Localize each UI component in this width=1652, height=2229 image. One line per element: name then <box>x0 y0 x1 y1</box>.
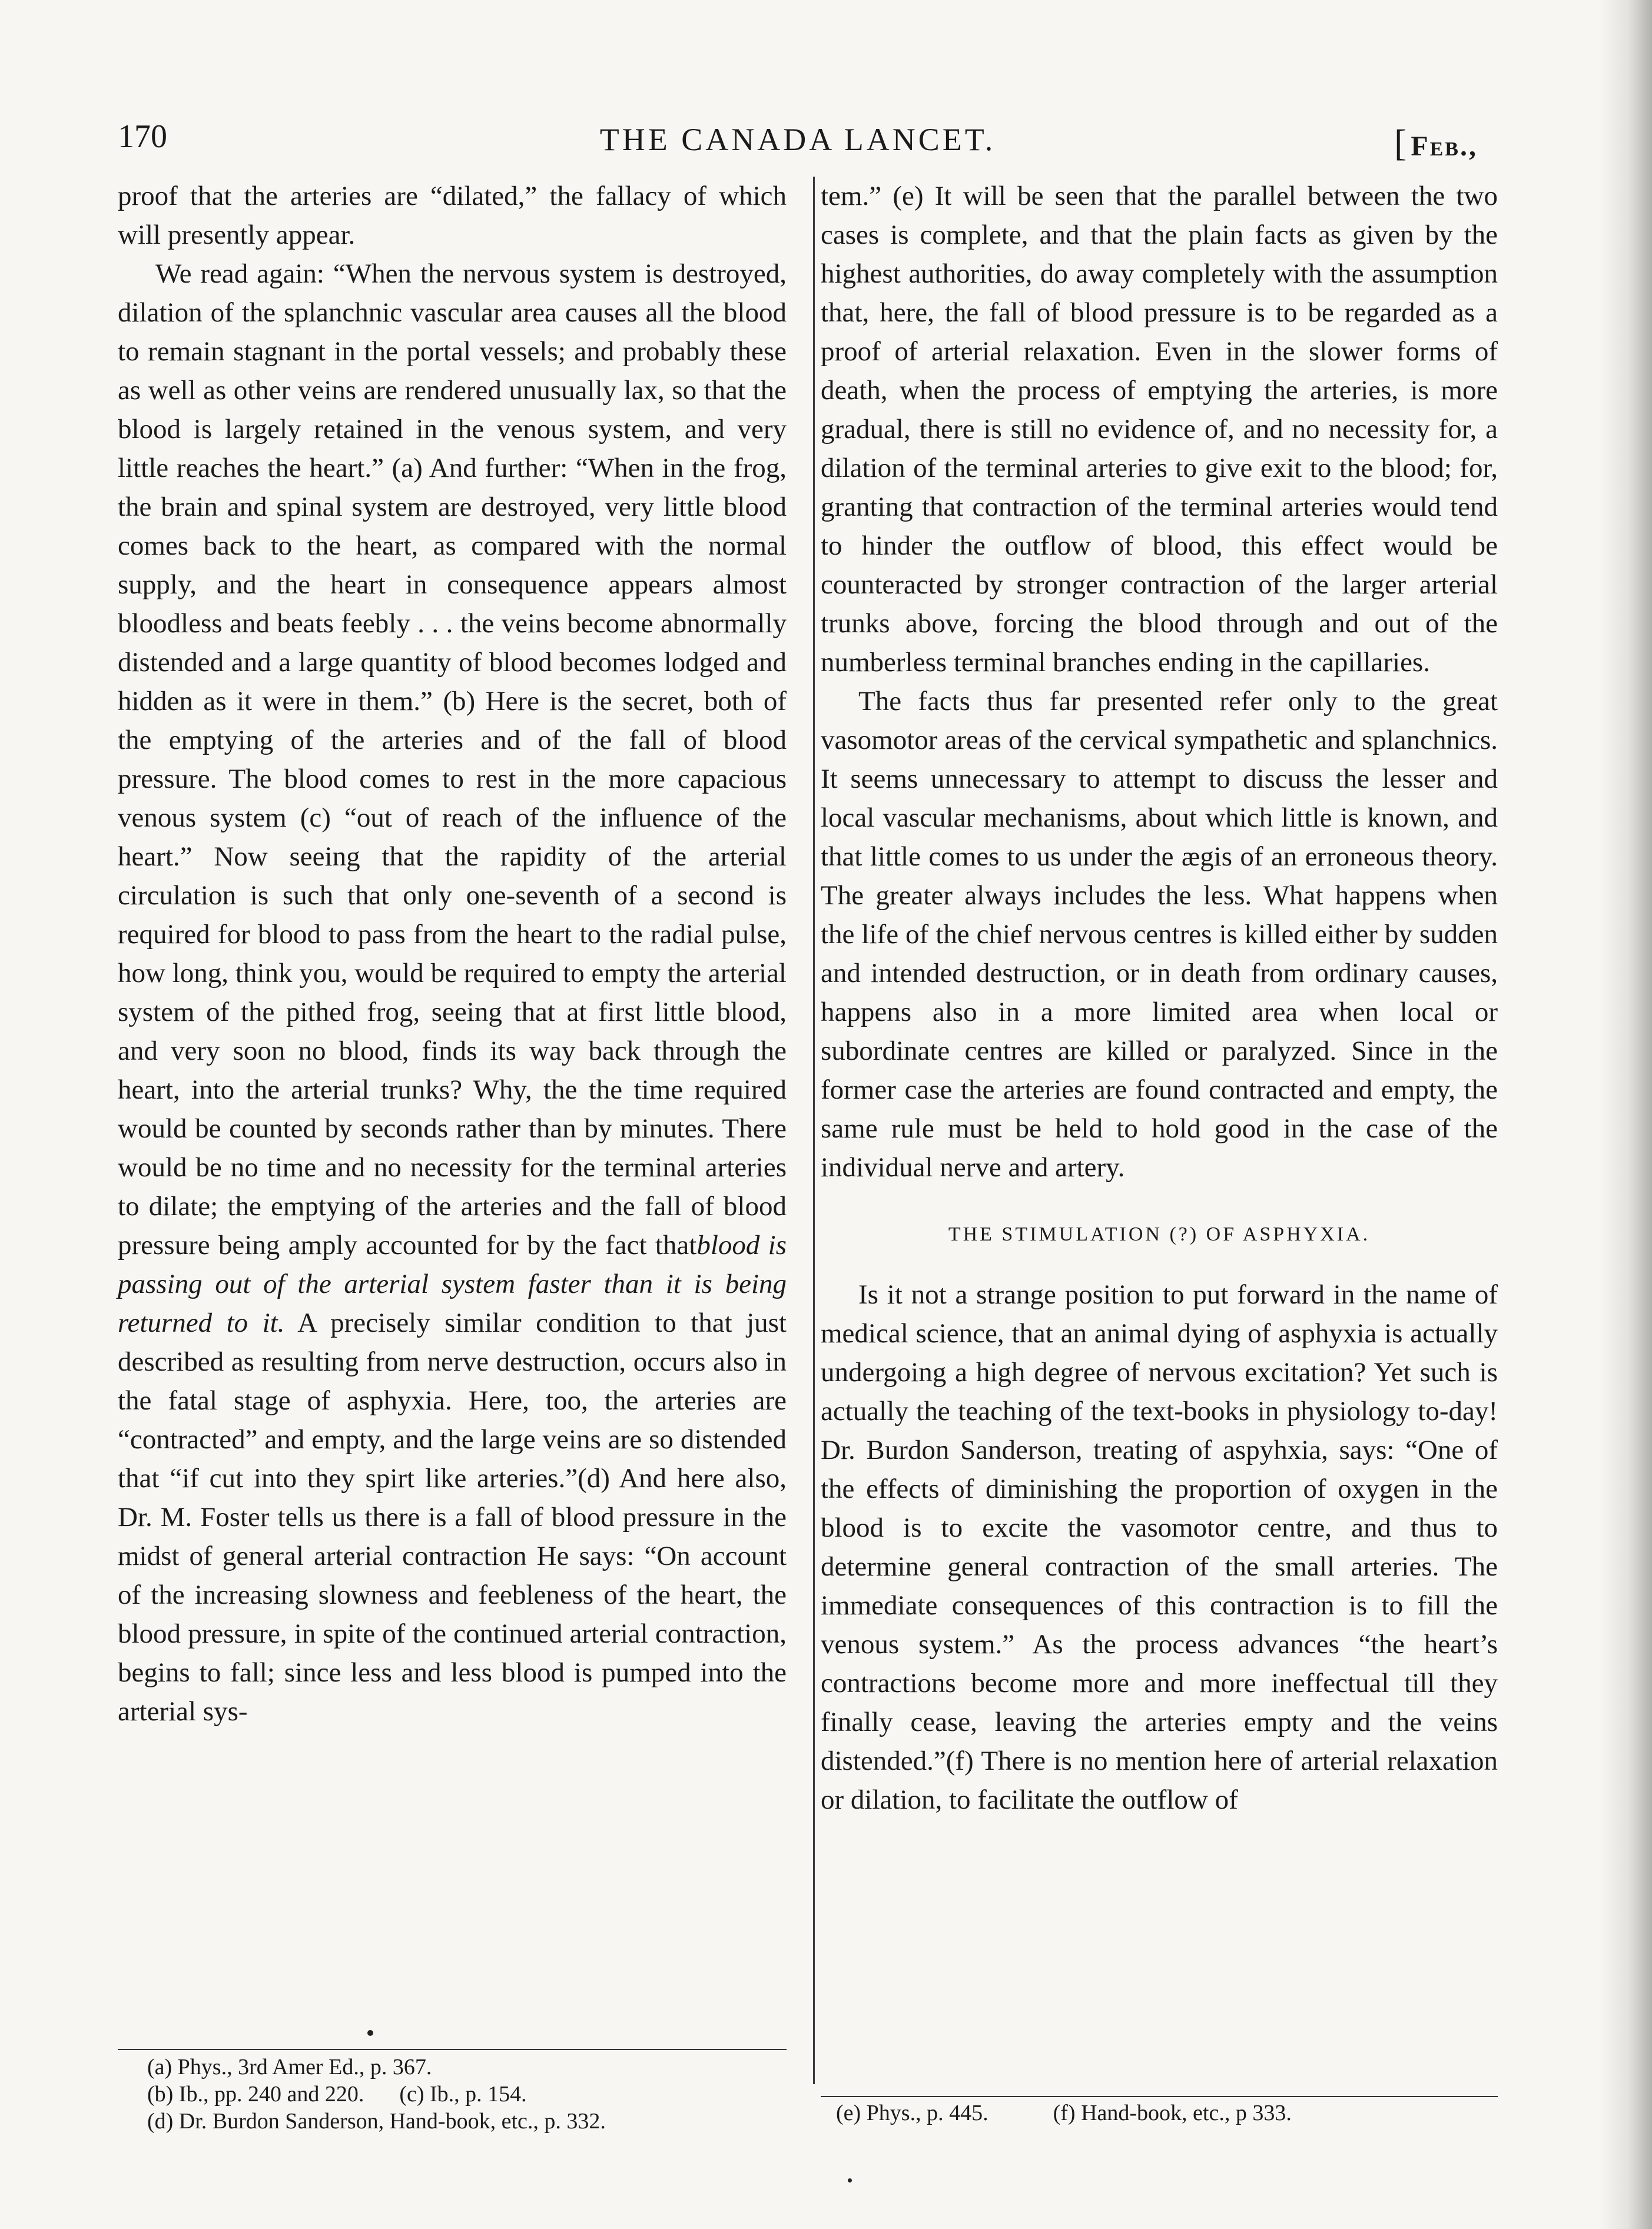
ink-speck <box>848 2178 852 2182</box>
left-paragraph-1: proof that the arteries are “dilated,” the fallacy of which will presently appear. <box>118 181 787 250</box>
left-paragraph-2-tail: A precisely similar condition to that just described as resulting from nerve destruction, occurs also in the fatal stage of asphyxia. Here, too, the arteries are “contracted” and empty, and the large veins are so distended that “if cut into they spirt like arteries.”(d) And here also, Dr. M. Foster tells us there is a fall of blood pressure in the midst of general arterial contraction He says: “On account of the increasing slowness and feebleness of the heart, the blood pressure, in spite of the continued arterial contraction, begins to fall; since less and less blood is pumped into the arterial sys- <box>118 1308 787 1727</box>
footnote-e: (e) Phys., p. 445. <box>836 2101 988 2125</box>
ink-speck <box>367 2030 373 2036</box>
header-date-text: Feb., <box>1411 131 1478 162</box>
footnote-ef <box>836 2099 1498 2127</box>
right-paragraph-3: Is it not a strange position to put forward in the name of medical science, that an animal dying of asphyxia is actually undergoing a high degree of nervous excitation? Yet such is actually the teaching of the text-books in physiology to-day! Dr. Burdon Sanderson, treating of aspyhxia, says: “One of the effects of diminishing the proportion of oxygen in the blood is to excite the vasomotor centre, and thus to determine general contraction of the small arteries. The immediate consequences of this contraction is to fill the venous system.” As the process advances “the heart’s contractions become more and more ineffectual till they finally cease, leaving the arteries empty and the veins distended.”(f) There is no mention here of arterial relaxation or dilation, to facilitate the outflow of <box>821 1279 1498 1815</box>
footnote-c: (c) Ib., p. 154. <box>399 2082 527 2107</box>
footnote-b: (b) Ib., pp. 240 and 220. <box>147 2082 364 2107</box>
left-paragraph-2 <box>118 254 787 1731</box>
page-header <box>118 118 1478 171</box>
header-bracket: [ <box>1394 122 1409 164</box>
left-column <box>118 177 787 1731</box>
header-date <box>1394 121 1478 165</box>
left-paragraph-2-text: We read again: “When the nervous system is destroyed, dilation of the splanchnic vascular area causes all the blood to remain stagnant in the portal vessels; and probably these as well as other veins are rendered unusually lax, so that the blood is largely retained in the venous system, and very little reaches the heart.” (a) And further: “When in the frog, the brain and spinal system are destroyed, very little blood comes back to the heart, as compared with the normal supply, and the heart in consequence appears almost bloodless and beats feebly . . . the veins become abnormally distended and a large quantity of blood becomes lodged and hidden as it were in them.” (b) Here is the secret, both of the emptying of the arteries and of the fall of blood pressure. The blood comes to rest in the more capacious venous system (c) “out of reach of the influence of the heart.” Now seeing that the rapidity of the arterial circulation is such that only one-seventh of a second is required for blood to pass from the heart to the radial pulse, how long, think you, would be required to empty the arterial system of the pithed frog, seeing that at first little blood, and very soon no blood, finds its way back through the heart, into the arterial trunks? Why, the the time required would be counted by seconds rather than by minutes. There would be no time and no necessity for the terminal arteries to dilate; the emptying of the arteries and the fall of blood pressure being amply accounted for by the fact that <box>118 258 787 1261</box>
footnote-bc <box>147 2081 787 2108</box>
right-column <box>821 177 1498 1819</box>
footnotes-left <box>147 2054 787 2135</box>
running-title: THE CANADA LANCET. <box>599 122 996 157</box>
section-heading: THE STIMULATION (?) OF ASPHYXIA. <box>948 1223 1371 1245</box>
footnote-rule-left <box>118 2049 787 2050</box>
column-rule <box>813 177 815 2084</box>
footnotes-right <box>836 2099 1498 2127</box>
page-edge-shadow <box>1599 0 1652 2229</box>
page-number: 170 <box>118 118 167 155</box>
footnote-d: (d) Dr. Burdon Sanderson, Hand-book, etc., p. 332. <box>147 2109 606 2134</box>
left-paragraph-2-italic: blood is passing out of the arterial system faster than it is being returned to it. <box>118 1230 787 1338</box>
footnote-rule-right <box>821 2096 1498 2097</box>
footnote-f: (f) Hand-book, etc., p 333. <box>1053 2101 1292 2125</box>
footnote-a: (a) Phys., 3rd Amer Ed., p. 367. <box>147 2055 432 2079</box>
right-paragraph-1: tem.” (e) It will be seen that the parallel between the two cases is complete, and that the plain facts as given by the highest authorities, do away completely with the assumption that, here, the fall of blood pressure is to be regarded as a proof of arterial relaxation. Even in the slower forms of death, when the process of emptying the arteries, is more gradual, there is still no evidence of, and no necessity for, a dilation of the terminal arteries to give exit to the blood; for, granting that contraction of the terminal arteries would tend to hinder the outflow of blood, this effect would be counteracted by stronger contraction of the larger arterial trunks above, forcing the blood through and out of the numberless terminal branches ending in the capillaries. <box>821 181 1498 678</box>
right-paragraph-2: The facts thus far presented refer only to the great vasomotor areas of the cervical sympathetic and splanchnics. It seems unnecessary to attempt to discuss the lesser and local vascular mechanisms, about which little is known, and that little comes to us under the ægis of an erroneous theory. The greater always includes the less. What happens when the life of the chief nervous centres is killed either by sudden and intended destruction, or in death from ordinary causes, happens also in a more limited area when local or subordinate centres are killed or paralyzed. Since in the former case the arteries are found contracted and empty, the same rule must be held to hold good in the case of the individual nerve and artery. <box>821 686 1498 1183</box>
